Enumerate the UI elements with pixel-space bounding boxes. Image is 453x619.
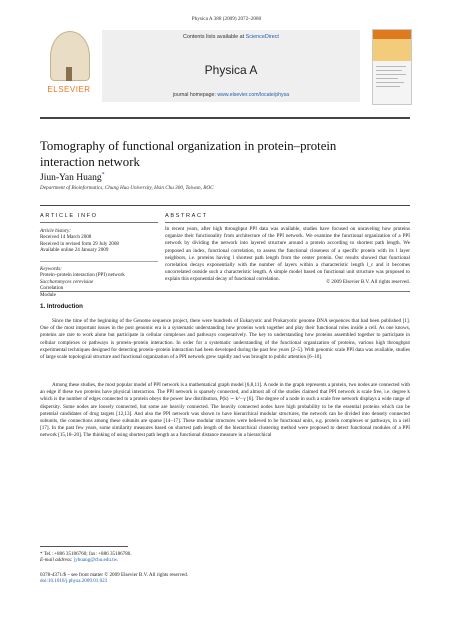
history-revised: Received in revised form 29 July 2008 bbox=[40, 240, 119, 247]
tree-trunk-icon bbox=[66, 67, 72, 81]
history-label: Article history: bbox=[40, 228, 71, 234]
keyword-item: Protein–protein interaction (PPI) network bbox=[40, 272, 125, 279]
author-footnote-mark[interactable]: * bbox=[101, 172, 105, 178]
affiliation: Department of Bioinformatics, Chung Hua University, Hsin Chu 300, Taiwan, ROC bbox=[40, 185, 214, 191]
article-history bbox=[40, 228, 158, 254]
footnote-mark: * bbox=[40, 551, 43, 557]
abstract-rule bbox=[165, 222, 410, 223]
email-label: E-mail address: bbox=[40, 557, 74, 564]
journal-cover-thumbnail bbox=[372, 29, 412, 105]
section-heading: 1. Introduction bbox=[40, 303, 83, 310]
journal-homepage bbox=[102, 92, 360, 98]
masthead-rule bbox=[40, 117, 410, 119]
issn-block bbox=[40, 572, 188, 585]
history-received: Received 14 March 2008 bbox=[40, 234, 92, 241]
contents-prefix: Contents lists available at bbox=[183, 34, 246, 40]
keywords bbox=[40, 266, 158, 298]
copyright: © 2009 Elsevier B.V. All rights reserved. bbox=[326, 279, 410, 285]
footnote-rule bbox=[40, 546, 128, 547]
keywords-rule bbox=[40, 261, 158, 262]
history-online: Available online 24 January 2009 bbox=[40, 247, 109, 254]
author-line bbox=[40, 172, 105, 183]
header-rule bbox=[40, 205, 410, 206]
journal-masthead bbox=[102, 30, 360, 102]
keywords-label: Keywords: bbox=[40, 266, 62, 272]
email-link[interactable]: jyhuang@chu.edu.tw. bbox=[73, 557, 119, 564]
footnote-contact: Tel.: +886 35186760; fax: +886 35186780. bbox=[43, 551, 132, 557]
homepage-prefix: journal homepage: bbox=[172, 92, 218, 98]
keyword-item: Correlation bbox=[40, 285, 64, 292]
journal-title: Physica A bbox=[204, 63, 258, 77]
publisher-name: ELSEVIER bbox=[47, 85, 91, 94]
journal-homepage-link[interactable]: www.elsevier.com/locate/physa bbox=[217, 92, 290, 98]
article-info-rule bbox=[40, 222, 158, 223]
abstract-bottom-rule bbox=[40, 291, 410, 292]
running-header: Physica A 388 (2009) 2072–2080 bbox=[191, 16, 262, 22]
footnote bbox=[40, 551, 132, 564]
body-paragraph: Since the time of the beginning of the Genome sequence project, there were hundreds of Eukaryotic and Prokaryotic genome DNA sequences that had been published [1]. One of the most important issues in the post genomic era is a systematic understanding how proteins work together and play their functional roles inside a cell. As one knows, proteins are rare to work alone but participate in cellular complexes and pathways cooperatively. The key to understanding how proteins assembled together to participate in cellular complexes or pathways is protein–protein interaction. In order for a systematic understanding of the functional organization of proteins, various high throughput experimental techniques designed for detecting protein–protein interaction had been developed during the past few years [2–5]. With genomic scale PPI data was available, studies of large scale topological structure and functional organization of a PPI network grew rapidly and was brought to public attention [6–10]. bbox=[40, 318, 410, 361]
keyword-item: Saccharomyces cerevisiae bbox=[40, 278, 94, 285]
article-title: Tomography of functional organization in protein–protein interaction network bbox=[40, 139, 337, 169]
author-name: Jiun-Yan Huang bbox=[40, 173, 102, 184]
doi-link[interactable]: doi:10.1016/j.physa.2009.01.023 bbox=[40, 578, 108, 585]
elsevier-logo bbox=[40, 27, 98, 103]
contents-line bbox=[102, 34, 360, 40]
body-paragraph: Among these studies, the most popular model of PPI network is a mathematical graph model [6,8,11]. A node in the graph represents a protein, two nodes are connected with an edge if these two proteins have physical interaction. The PPI network is sparsely connected, and almost all of the studies claimed that PPI network is scale free, i.e. degree k which is the number of edges connected to a protein obeys the power law distribution, P(k) ∼ k^−γ [6]. The degree of a node in such a scale free network displays a wide range of dispersity. Some nodes are loosely connected, but some are heavily connected. The heavily connected nodes have high probability to be the essential proteins which can be potential candidates of drug targets [12,13]. And also the PPI network was shown to have hierarchical modular structures, the network can be divided into densely connected subunits, the connections among these subunits are sparse [14–17]. These modular structures were believed to be functional units, e.g. protein complexes or pathways, in a cell [17]. In the past few years, some similarity measures based on shortest path length of the hierarchical clustering method were proposed to detect functional modules of a PPI network [15,18–20]. The thinking of using shortest path length as a functional distance measure in a hierarchical bbox=[40, 382, 410, 439]
article-info-heading: ARTICLE INFO bbox=[40, 213, 98, 219]
abstract-text: In recent years, after high throughput PPI data was available, studies have focused on unraveling how proteins organize their functionality from architecture of the PPI network. We examine the functional organization of a PPI network by dividing the network into layered structure around a protein according to shortest path length. We proposed an index, functional correlation, to assess the functional closeness of a specific protein with its l layer neighbors, i.e. proteins having l shortest path length from the center protein. Our results showed that functional correlation decays exponentially with the number of layers within a characteristic length l_c and it becomes uncorrelated outside such a characteristic length. A simple model based on functional unit structure was proposed to explain this exponential decay of functional correlation. bbox=[165, 226, 410, 283]
keyword-item: Module bbox=[40, 291, 56, 298]
abstract-heading: ABSTRACT bbox=[165, 213, 208, 219]
sciencedirect-link[interactable]: ScienceDirect bbox=[245, 34, 279, 40]
issn-line: 0378-4371/$ – see front matter © 2009 Elsevier B.V. All rights reserved. bbox=[40, 572, 189, 578]
